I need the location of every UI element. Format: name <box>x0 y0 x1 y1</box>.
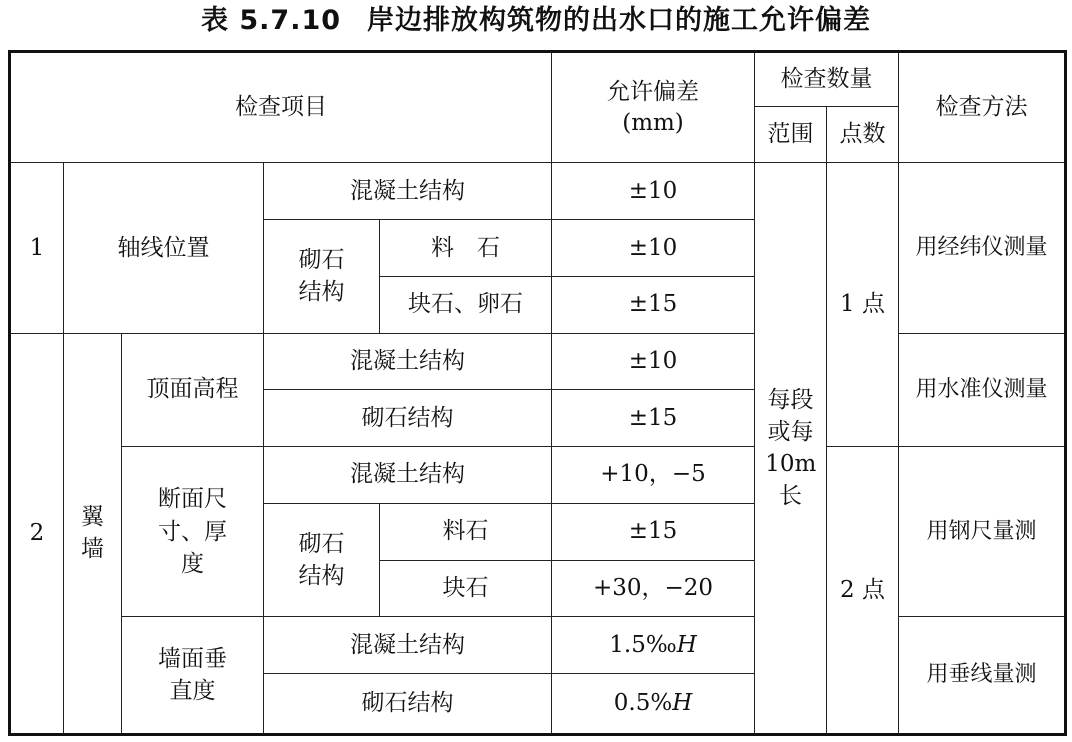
table-number: 表 5.7.10 <box>200 5 342 36</box>
header-deviation <box>552 52 755 163</box>
header-item: 检查项目 <box>10 52 552 163</box>
row2-section-block: 块石 <box>380 560 552 617</box>
header-method: 检查方法 <box>899 52 1066 163</box>
row2-section-masonry-label: 砌石结构 <box>298 530 345 590</box>
header-deviation-label: 允许偏差 <box>607 78 700 105</box>
row1-dressed-deviation: ±10 <box>552 220 755 277</box>
row2-vertical-concrete-deviation <box>552 617 755 674</box>
row2-vertical-concrete-h: H <box>676 631 697 658</box>
row2-top-masonry: 砌石结构 <box>264 390 552 447</box>
row2-vertical-masonry-value: 0.5% <box>613 690 673 716</box>
row2-top-method: 用水准仪测量 <box>899 333 1066 446</box>
row1-number: 1 <box>10 163 64 333</box>
row2-section-dressed: 料石 <box>380 503 552 560</box>
row2-section <box>122 447 264 617</box>
row2-section-concrete: 混凝土结构 <box>264 447 552 504</box>
row1-masonry-label: 砌石结构 <box>298 247 345 306</box>
row1-item: 轴线位置 <box>64 163 264 333</box>
header-range: 范围 <box>755 106 827 163</box>
row1-points: 1 点 <box>827 163 899 447</box>
header-quantity: 检查数量 <box>755 52 899 107</box>
row2-vertical-method: 用垂线量测 <box>899 617 1066 735</box>
deviation-table <box>8 50 1067 736</box>
row2-section-method: 用钢尺量测 <box>899 447 1066 617</box>
row2-top-concrete: 混凝土结构 <box>264 333 552 390</box>
range-text: 每段或每10m长 <box>765 386 817 510</box>
row2-vertical <box>122 617 264 735</box>
row2-item-label: 翼墙 <box>80 504 104 563</box>
row2-top-elevation: 顶面高程 <box>122 333 264 446</box>
row2-vertical-concrete: 混凝土结构 <box>264 617 552 674</box>
row2-number: 2 <box>10 333 64 734</box>
row2-top-concrete-deviation: ±10 <box>552 333 755 390</box>
row1-rubble-deviation: ±15 <box>552 276 755 333</box>
row2-section-label: 断面尺寸、厚度 <box>157 486 227 577</box>
range-cell <box>755 163 827 735</box>
row2-section-dressed-deviation: ±15 <box>552 503 755 560</box>
row1-method: 用经纬仪测量 <box>899 163 1066 333</box>
row1-concrete-deviation: ±10 <box>552 163 755 220</box>
row1-concrete: 混凝土结构 <box>264 163 552 220</box>
header-deviation-unit: (mm) <box>622 109 684 136</box>
row2-section-masonry <box>264 503 380 616</box>
row2-item <box>64 333 122 734</box>
table-title <box>0 0 1072 50</box>
row2-vertical-masonry-h: H <box>672 690 693 716</box>
row1-masonry <box>264 220 380 333</box>
row2-vertical-masonry-deviation <box>552 674 755 735</box>
row2-section-concrete-deviation: +10，−5 <box>552 447 755 504</box>
row2-points: 2 点 <box>827 447 899 735</box>
row2-vertical-concrete-value: 1.5‰ <box>609 631 677 658</box>
row2-vertical-label: 墙面垂直度 <box>157 645 227 705</box>
row1-dressed-stone: 料 石 <box>380 220 552 277</box>
table-title-text: 岸边排放构筑物的出水口的施工允许偏差 <box>367 5 872 36</box>
row2-top-masonry-deviation: ±15 <box>552 390 755 447</box>
header-points: 点数 <box>827 106 899 163</box>
row2-vertical-masonry: 砌石结构 <box>264 674 552 735</box>
row1-rubble-stone: 块石、卵石 <box>380 276 552 333</box>
row2-section-block-deviation: +30，−20 <box>552 560 755 617</box>
